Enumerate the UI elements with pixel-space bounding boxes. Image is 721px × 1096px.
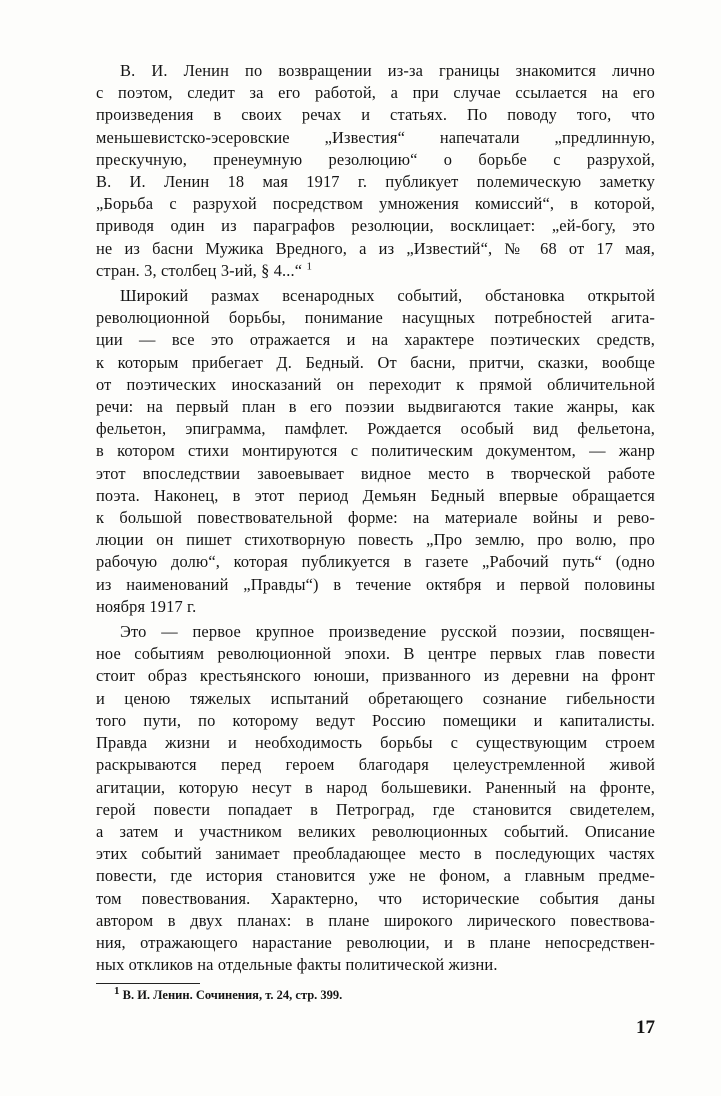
text-line: и ценою тяжелых испытаний обретающего сознание гибельности [96,688,655,708]
text-line: в котором стихи монтируются с политическим документом, — жанр [96,441,655,461]
text-line: от поэтических иносказаний он переходит к прямой обличительной [96,374,655,394]
text-line: ное событиям революционной эпохи. В центре первых глав повести [96,644,655,664]
text-line: к которым прибегает Д. Бедный. От басни, притчи, сказки, вообще [96,352,655,372]
text-line: агитации, которую несут в народ большевики. Раненный на фронте, [96,777,655,797]
text-line: ния, отражающего нарастание революции, и в плане непосредствен- [96,932,655,952]
text-line: стоит образ крестьянского юноши, призванного из деревни на фронт [96,666,655,686]
text-line: а затем и участником великих революционных событий. Описание [96,821,655,841]
text-line: приводя один из параграфов резолюции, восклицает: „ей-богу, это [96,216,655,236]
text-line: Широкий размах всенародных событий, обстановка открытой [120,286,655,306]
paragraph [96,621,655,976]
text-line: речи: на первый план в его поэзии выдвигаются такие жанры, как [96,397,655,417]
text-line: люции он пишет стихотворную повесть „Про землю, про волю, про [96,530,655,550]
text-line: этих событий занимает преобладающее место в последующих частях [96,844,655,864]
text-line: из наименований „Правды“) в течение октября и первой половины [96,574,655,594]
paragraph [96,60,655,282]
text-line: В. И. Ленин 18 мая 1917 г. публикует полемическую заметку [96,172,655,192]
footnote-text: В. И. Ленин. Сочинения, т. 24, стр. 399. [122,988,343,1002]
text-line: революционной борьбы, понимание насущных потребностей агита- [96,308,655,328]
text-line: Это — первое крупное произведение русской поэзии, посвящен- [120,622,655,642]
text-line: прескучную, пренеумную резолюцию“ о борьбе с разрухой, [96,149,655,169]
text-line: того пути, по которому ведут Россию помещики и капиталисты. [96,710,655,730]
footnote-rule [96,983,200,984]
text-line: В. И. Ленин по возвращении из-за границы знакомится лично [120,61,655,80]
text-line: ноября 1917 г. [96,596,197,616]
body-text [96,60,655,976]
footnote-marker: 1 [114,984,120,997]
text-line: произведения в своих речах и статьях. По поводу того, что [96,105,655,125]
text-line: повести, где история становится уже не фоном, а главным предме- [96,866,655,886]
paragraph [96,285,655,618]
text-line: герой повести попадает в Петроград, где становится свидетелем, [96,799,655,819]
text-line: том повествования. Характерно, что исторические события даны [96,888,655,908]
text-line: раскрываются перед героем благодаря целеустремленной живой [96,755,655,775]
text-line: с поэтом, следит за его работой, а при случае ссылается на его [96,83,655,103]
footnote [114,986,342,1004]
page-number: 17 [636,1017,655,1038]
text-line: этот впоследствии завоевывает видное место в творческой работе [96,463,655,483]
text-line: к большой повествовательной форме: на материале войны и рево- [96,508,655,528]
text-line: стран. 3, столбец 3-ий, § 4...“ $^1$ [96,260,313,280]
text-line: меньшевистско-эсеровские „Известия“ напечатали „предлинную, [96,127,655,147]
text-line: поэта. Наконец, в этот период Демьян Бедный впервые обращается [96,485,655,505]
text-line: „Борьба с разрухой посредством умножения комиссий“, в которой, [96,194,655,214]
text-line: ции — все это отражается и на характере поэтических средств, [96,330,655,350]
text-line: фельетон, эпиграмма, памфлет. Рождается особый вид фельетона, [96,419,655,439]
text-line: рабочую долю“, которая публикуется в газете „Рабочий путь“ (одно [96,552,655,572]
text-line: не из басни Мужика Вредного, а из „Известий“, № 68 от 17 мая, [96,238,655,258]
footnote-reference: 1 [306,260,313,273]
text-line: автором в двух планах: в плане широкого лирического повествова- [96,910,655,930]
text-line: ных откликов на отдельные факты политической жизни. [96,955,498,975]
text-line: Правда жизни и необходимость борьбы с существующим строем [96,733,655,753]
